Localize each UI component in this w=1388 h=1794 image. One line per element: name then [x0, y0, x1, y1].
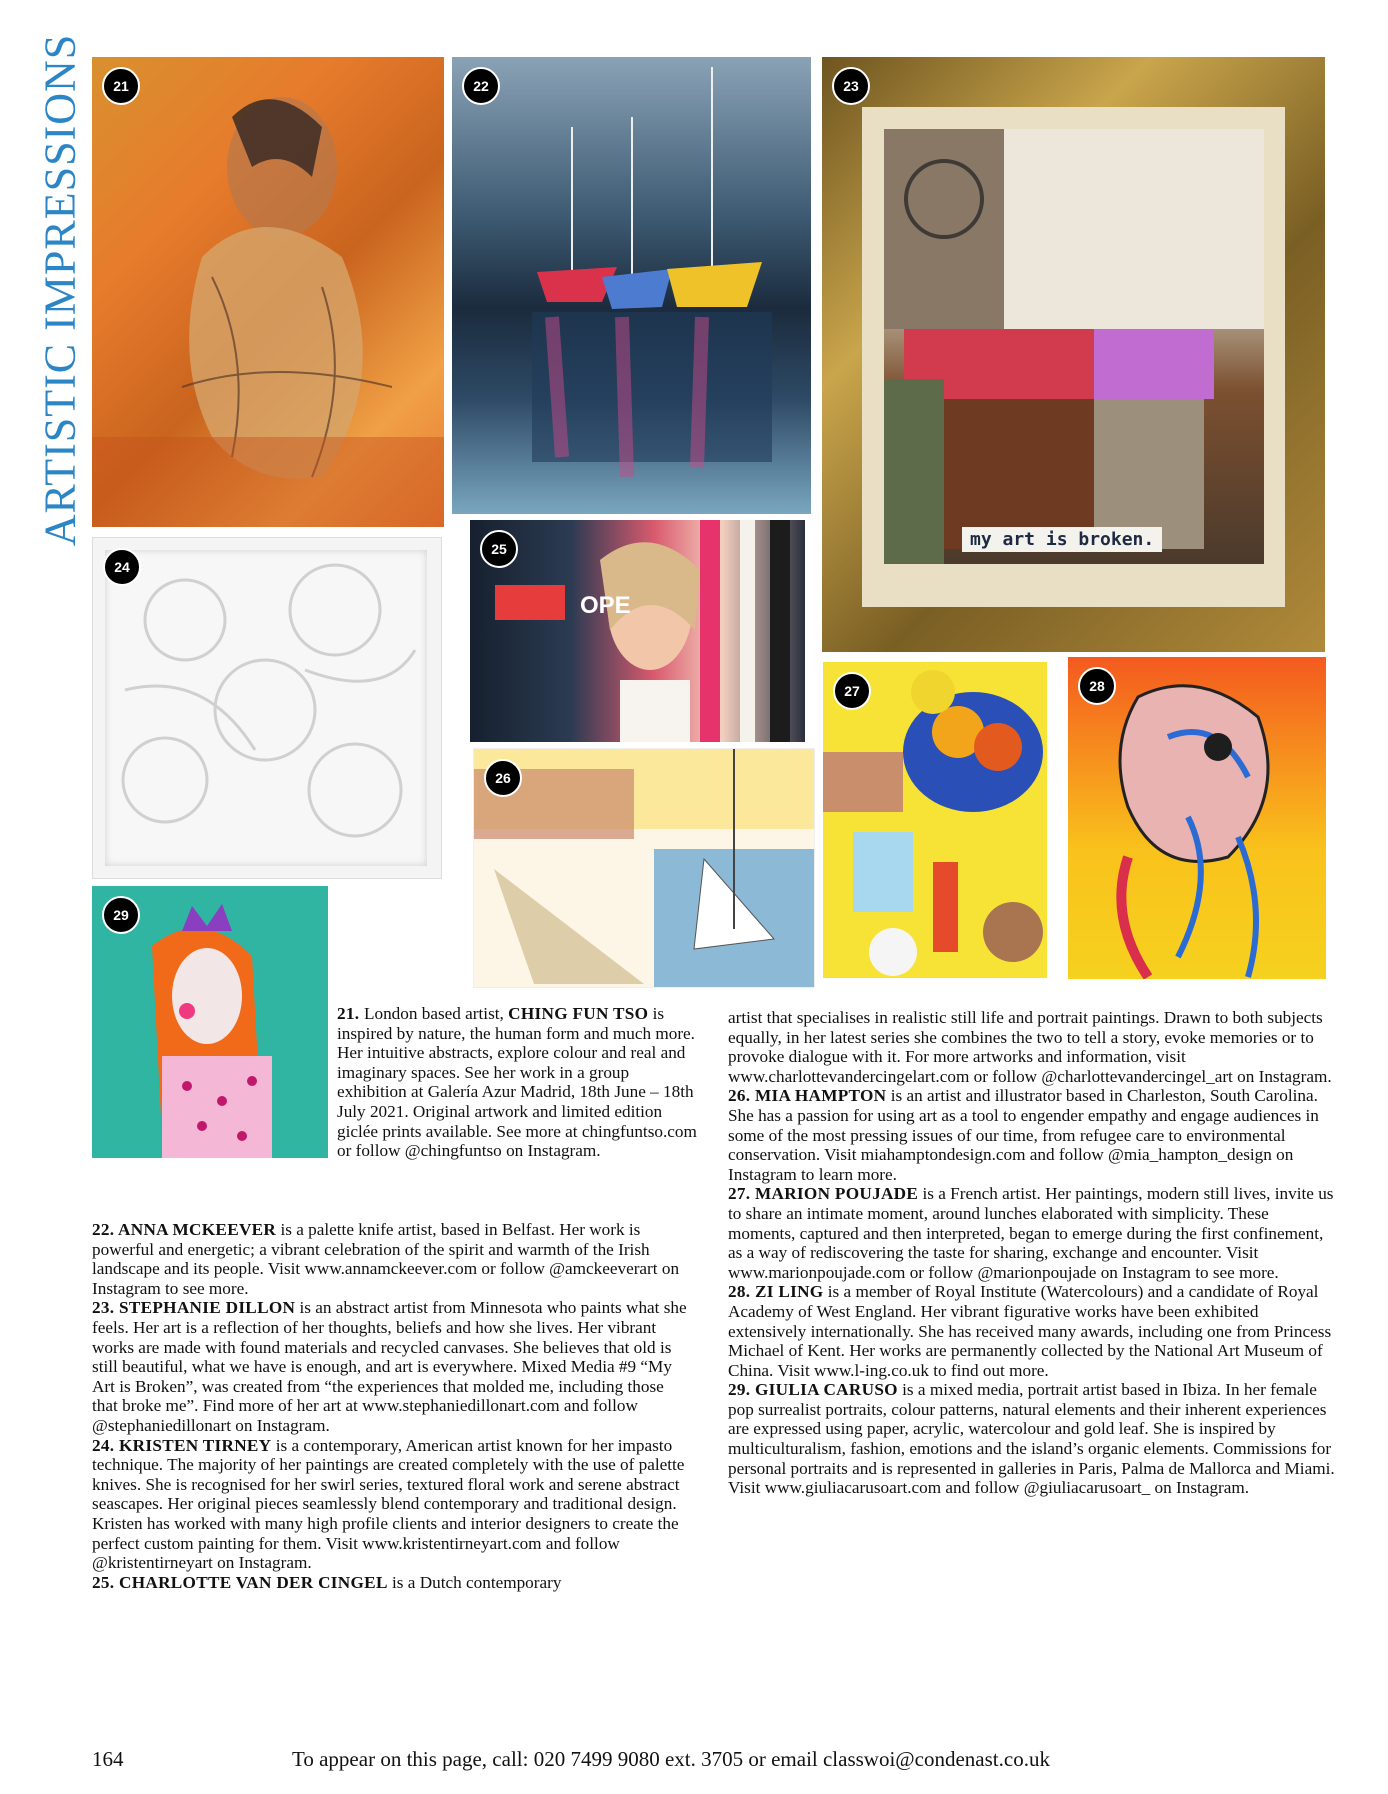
caption-strip: my art is broken.: [962, 527, 1162, 552]
abstract-figure-painting: [1068, 657, 1326, 979]
entry-24: 24. KRISTEN TIRNEY is a contemporary, American artist known for her impasto technique. The majority of her paintings are created completely with the use of palette knives. She is recognised for her swirl series, textured floral work and serene abstract seascapes. Her original pieces seamlessly blend contemporary and traditional design. Kristen has worked with many high profile clients and interior designers to create the perfect custom painting for them. Visit www.kristentirneyart.com and follow @kristentirneyart on Instagram.: [92, 1435, 685, 1573]
entry-25: 25. CHARLOTTE VAN DER CINGEL is a Dutch contemporary: [92, 1572, 562, 1592]
artwork-28: [1068, 657, 1326, 979]
left-column: [92, 1220, 692, 1592]
collage-pattern: [884, 129, 1264, 564]
open-sign: OPE: [580, 592, 631, 619]
right-column: [728, 1008, 1338, 1498]
entry-21-top: 21. London based artist, CHING FUN TSO is inspired by nature, the human form and much more. Her intuitive abstracts, explore colour and real and imaginary spaces. See her work in a group exhibition at Galería Azur Madrid, 18th June – 18th July 2021. Original artwork and limited edition giclée prints available. See more at chingfuntso.com or follow @chingfuntso on Instagram.: [337, 1004, 697, 1161]
entry-26: 26. MIA HAMPTON is an artist and illustrator based in Charleston, South Carolina. She has a passion for using art as a tool to engender empathy and engage audiences in some of the most pressing issues of our time, from refugee care to environmental conservation. Visit miahamptondesign.com and follow @mia_hampton_design on Instagram to learn more.: [728, 1086, 1319, 1184]
artwork-number: 29: [102, 896, 140, 934]
collage: [884, 129, 1264, 564]
artwork-number: 28: [1078, 667, 1116, 705]
sailboat-painting: [452, 57, 811, 514]
artwork-number: 27: [833, 672, 871, 710]
artwork-25: [470, 520, 805, 742]
artwork-24: [92, 537, 442, 879]
artwork-21: [92, 57, 444, 527]
artwork-22: [452, 57, 811, 514]
artwork-23: [822, 57, 1325, 652]
page-number: 164: [92, 1747, 124, 1771]
artwork-number: 25: [480, 530, 518, 568]
entry-27: 27. MARION POUJADE is a French artist. Her paintings, modern still lives, invite us to share an intimate moment, around lunches elaborated with simplicity. These moments, captured and then interpreted, began to emerge during the first confinement, as a way of rediscovering the taste for sharing, exchange and encounter. Visit www.marionpoujade.com or follow @marionpoujade on Instagram to see more.: [728, 1184, 1334, 1282]
artwork-number: 23: [832, 67, 870, 105]
entry-25-cont: artist that specialises in realistic still life and portrait paintings. Drawn to both subjects equally, in her latest series she combines the two to tell a story, evoke memories or to provoke dialogue with it. For more artworks and information, visit www.charlottevandercingelart.com or follow @charlottevandercingel_art on Instagram.: [728, 1008, 1332, 1086]
artwork-number: 22: [462, 67, 500, 105]
artwork-number: 24: [103, 548, 141, 586]
portrait-painting: [470, 520, 805, 742]
frame-matting: [862, 107, 1285, 607]
figure-painting: [92, 57, 444, 527]
artwork-number: 26: [484, 759, 522, 797]
artwork-29: [92, 886, 328, 1158]
entry-23: 23. STEPHANIE DILLON is an abstract artist from Minnesota who paints what she feels. Her art is a reflection of her thoughts, beliefs and how she lives. Her vibrant works are made with found materials and recycled canvases. She believes that old is still beautiful, what we have is enough, and art is everywhere. Mixed Media #9 “My Art is Broken”, was created from “the experiences that molded me, including those that broke me”. Find more of her art at www.stephaniedillonart.com and follow @stephaniedillonart on Instagram.: [92, 1298, 687, 1435]
artwork-number: 21: [102, 67, 140, 105]
canvas-white: [105, 550, 427, 866]
entry-29: 29. GIULIA CARUSO is a mixed media, portrait artist based in Ibiza. In her female pop surrealist portraits, colour patterns, natural elements and their inherent experiences are expressed using paper, acrylic, watercolour and gold leaf. She is inspired by multiculturalism, fashion, emotions and the island’s organic elements. Commissions for personal portraits and is represented in galleries in Paris, Palma de Mallorca and Miami. Visit www.giuliacarusoart.com and follow @giuliacarusoart_ on Instagram.: [728, 1380, 1335, 1498]
harbour-watercolor: [474, 749, 814, 987]
entry-22: 22. ANNA MCKEEVER is a palette knife artist, based in Belfast. Her work is powerful and energetic; a vibrant celebration of the spirit and warmth of the Irish landscape and its people. Visit www.annamckeever.com or follow @amckeeverart on Instagram to see more.: [92, 1220, 680, 1298]
section-title: ARTISTIC IMPRESSIONS: [35, 33, 85, 547]
floral-relief: [105, 550, 427, 866]
artwork-26: [473, 748, 815, 988]
artwork-27: [823, 662, 1047, 978]
contact-line: To appear on this page, call: 020 7499 9080 ext. 3705 or email classwoi@condenast.co.uk: [292, 1747, 1050, 1771]
entry-28: 28. ZI LING is a member of Royal Institute (Watercolours) and a candidate of Royal Academy of West England. Her vibrant figurative works have been exhibited extensively internationally. She has received many awards, including one from Princess Michael of Kent. Her works are permanently collected by the National Art Museum of China. Visit www.l-ing.co.uk to find out more.: [728, 1282, 1332, 1380]
